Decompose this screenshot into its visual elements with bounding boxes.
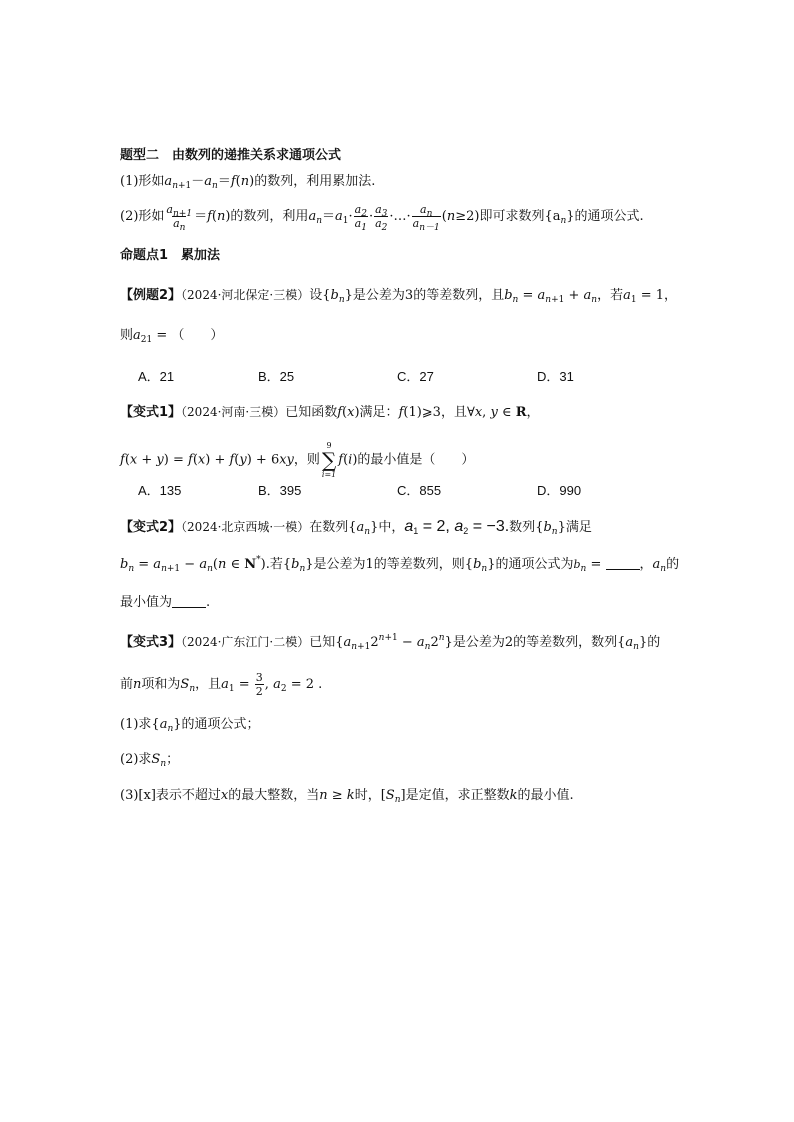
variant2-line-3: 最小值为 . — [120, 595, 211, 610]
variant3-question-3: (3)[x]表示不超过x的最大整数，当n ≥ k时，$[S_n]$是定值，求正整数k的最小值. — [120, 788, 574, 805]
variant3-question-1: (1)求$\{a_n\}$的通项公式； — [120, 717, 260, 734]
example2-option-a[interactable]: A．21 — [138, 369, 175, 384]
variant1-option-a[interactable]: A．135 — [138, 483, 182, 498]
intro-line-1: (1)形如$a_{n+1}-a_n=f(n)$的数列，利用累加法. — [120, 174, 376, 191]
answer-blank-2[interactable] — [172, 596, 206, 608]
variant1-line-2: f(x + y) = f(x) + f(y) + 6xy，则 9 ∑ i=1 f(i)的最小值是（ ） — [120, 441, 475, 479]
example2-line-1: 【例题2】（2024·河北保定·三模）设$\{b_n\}$是公差为3的等差数列，且$b_n = a_{n+1} + a_n$，若$a_1 = 1$， — [120, 288, 678, 305]
variant3-line-1: 【变式3】（2024·广东江门·二模）已知$\{a_{n+1}2^{n+1} - a_n2^n\}$是公差为2的等差数列，数列$\{a_n\}$的 — [120, 633, 661, 652]
example2-option-c[interactable]: C．27 — [397, 369, 434, 384]
section-title: 题型二 由数列的递推关系求通项公式 — [120, 148, 342, 163]
variant3-line-2: 前n项和为$S_n$，且$a_1$ = $\frac{3}{2}$ , $a_2 = 2$ . — [120, 671, 323, 698]
example2-option-d[interactable]: D．31 — [537, 369, 574, 384]
example2-line-2: 则$a_{21}$ = （ ） — [120, 328, 224, 345]
variant1-option-c[interactable]: C．855 — [397, 483, 442, 498]
variant2-line-2: $b_n = a_{n+1} - a_n(n$ ∈ N*).若$\{b_n\}$是公差为1的等差数列，则$\{b_n\}$的通项公式为$b_n$ = ，$a_n$的 — [120, 555, 680, 574]
variant1-line-1: 【变式1】（2024·河南·三模）已知函数f(x)满足：f(1)⩾3，且∀x, y ∈ R， — [120, 405, 540, 420]
subsection-title: 命题点1 累加法 — [120, 248, 221, 263]
variant2-line-1: 【变式2】（2024·北京西城·一模）在数列$\{a_n\}$中，$a_1 = 2$, $a_2 = -3$.数列$\{b_n\}$满足 — [120, 518, 592, 537]
example2-option-b[interactable]: B．25 — [258, 369, 295, 384]
answer-blank-1[interactable] — [606, 558, 640, 570]
variant1-option-b[interactable]: B．395 — [258, 483, 302, 498]
intro-line-2: (2)形如 $\frac{a_{n+1}}{a_n}$ ＝f(n)的数列，利用$a_n=a_1\cdot$ $\frac{a_2}{a_1}$ · $\frac{a_3}{a_2}$ ·…· $\frac{a_n}{a_{n-1}}$ (n≥2)即可求数列$\{a_n\}$的通项公式. — [120, 203, 644, 233]
variant1-option-d[interactable]: D．990 — [537, 483, 582, 498]
variant3-question-2: (2)求$S_n$； — [120, 752, 180, 769]
